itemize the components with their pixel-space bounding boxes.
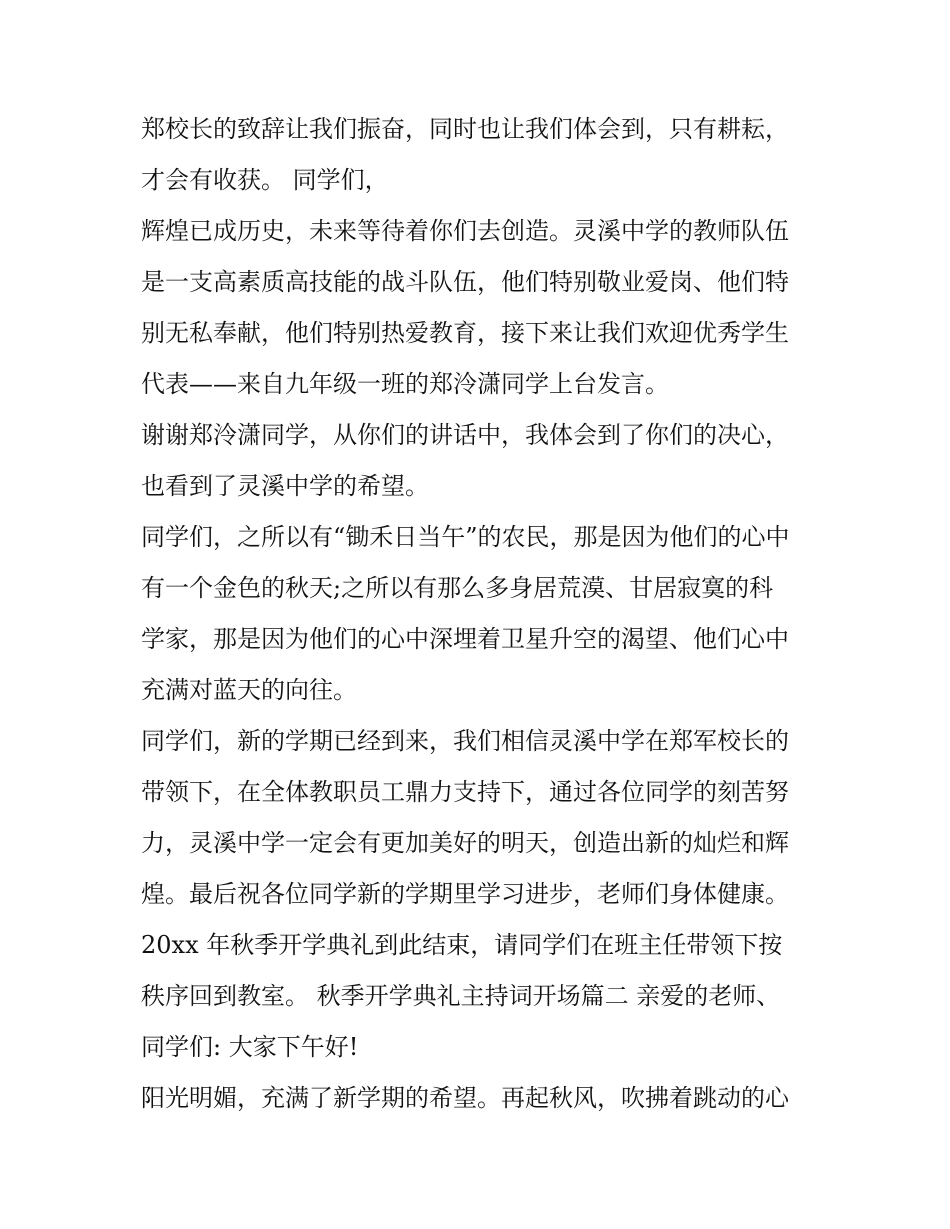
text-line: 是一支高素质高技能的战斗队伍，他们特别敬业爱岗、他们特 xyxy=(141,268,789,296)
text-line: 也看到了灵溪中学的希望。 xyxy=(141,472,429,500)
text-line: 力，灵溪中学一定会有更加美好的明天，创造出新的灿烂和辉 xyxy=(141,829,789,857)
text-line: 阳光明媚，充满了新学期的希望。再起秋风，吹拂着跳动的心 xyxy=(141,1084,789,1112)
text-line: 谢谢郑泠潇同学，从你们的讲话中，我体会到了你们的决心， xyxy=(141,421,789,449)
text-line: 辉煌已成历史，未来等待着你们去创造。灵溪中学的教师队伍 xyxy=(141,217,789,245)
text-line: 秩序回到教室。 秋季开学典礼主持词开场篇二 亲爱的老师、 xyxy=(141,982,781,1010)
text-line: 煌。最后祝各位同学新的学期里学习进步，老师们身体健康。 xyxy=(141,880,789,908)
text-line: 学家，那是因为他们的心中深埋着卫星升空的渴望、他们心中 xyxy=(141,625,789,653)
text-line: 带领下，在全体教职员工鼎力支持下，通过各位同学的刻苦努 xyxy=(141,778,789,806)
text-line: 才会有收获。 同学们， xyxy=(141,166,389,194)
text-line: 别无私奉献，他们特别热爱教育，接下来让我们欢迎优秀学生 xyxy=(141,319,789,347)
text-line: 有一个金色的秋天;之所以有那么多身居荒漠、甘居寂寞的科 xyxy=(141,574,774,602)
text-line: 代表——来自九年级一班的郑泠潇同学上台发言。 xyxy=(141,370,669,398)
text-line: 同学们，之所以有“锄禾日当午”的农民，那是因为他们的心中 xyxy=(141,523,790,551)
text-line: 郑校长的致辞让我们振奋，同时也让我们体会到，只有耕耘， xyxy=(141,115,789,143)
text-line: 同学们，新的学期已经到来，我们相信灵溪中学在郑军校长的 xyxy=(141,727,789,755)
document-body xyxy=(141,104,821,1124)
text-line: 20xx 年秋季开学典礼到此结束，请同学们在班主任带领下按 xyxy=(141,931,783,959)
text-line: 同学们: 大家下午好! xyxy=(141,1033,359,1061)
text-line: 充满对蓝天的向往。 xyxy=(141,676,357,704)
